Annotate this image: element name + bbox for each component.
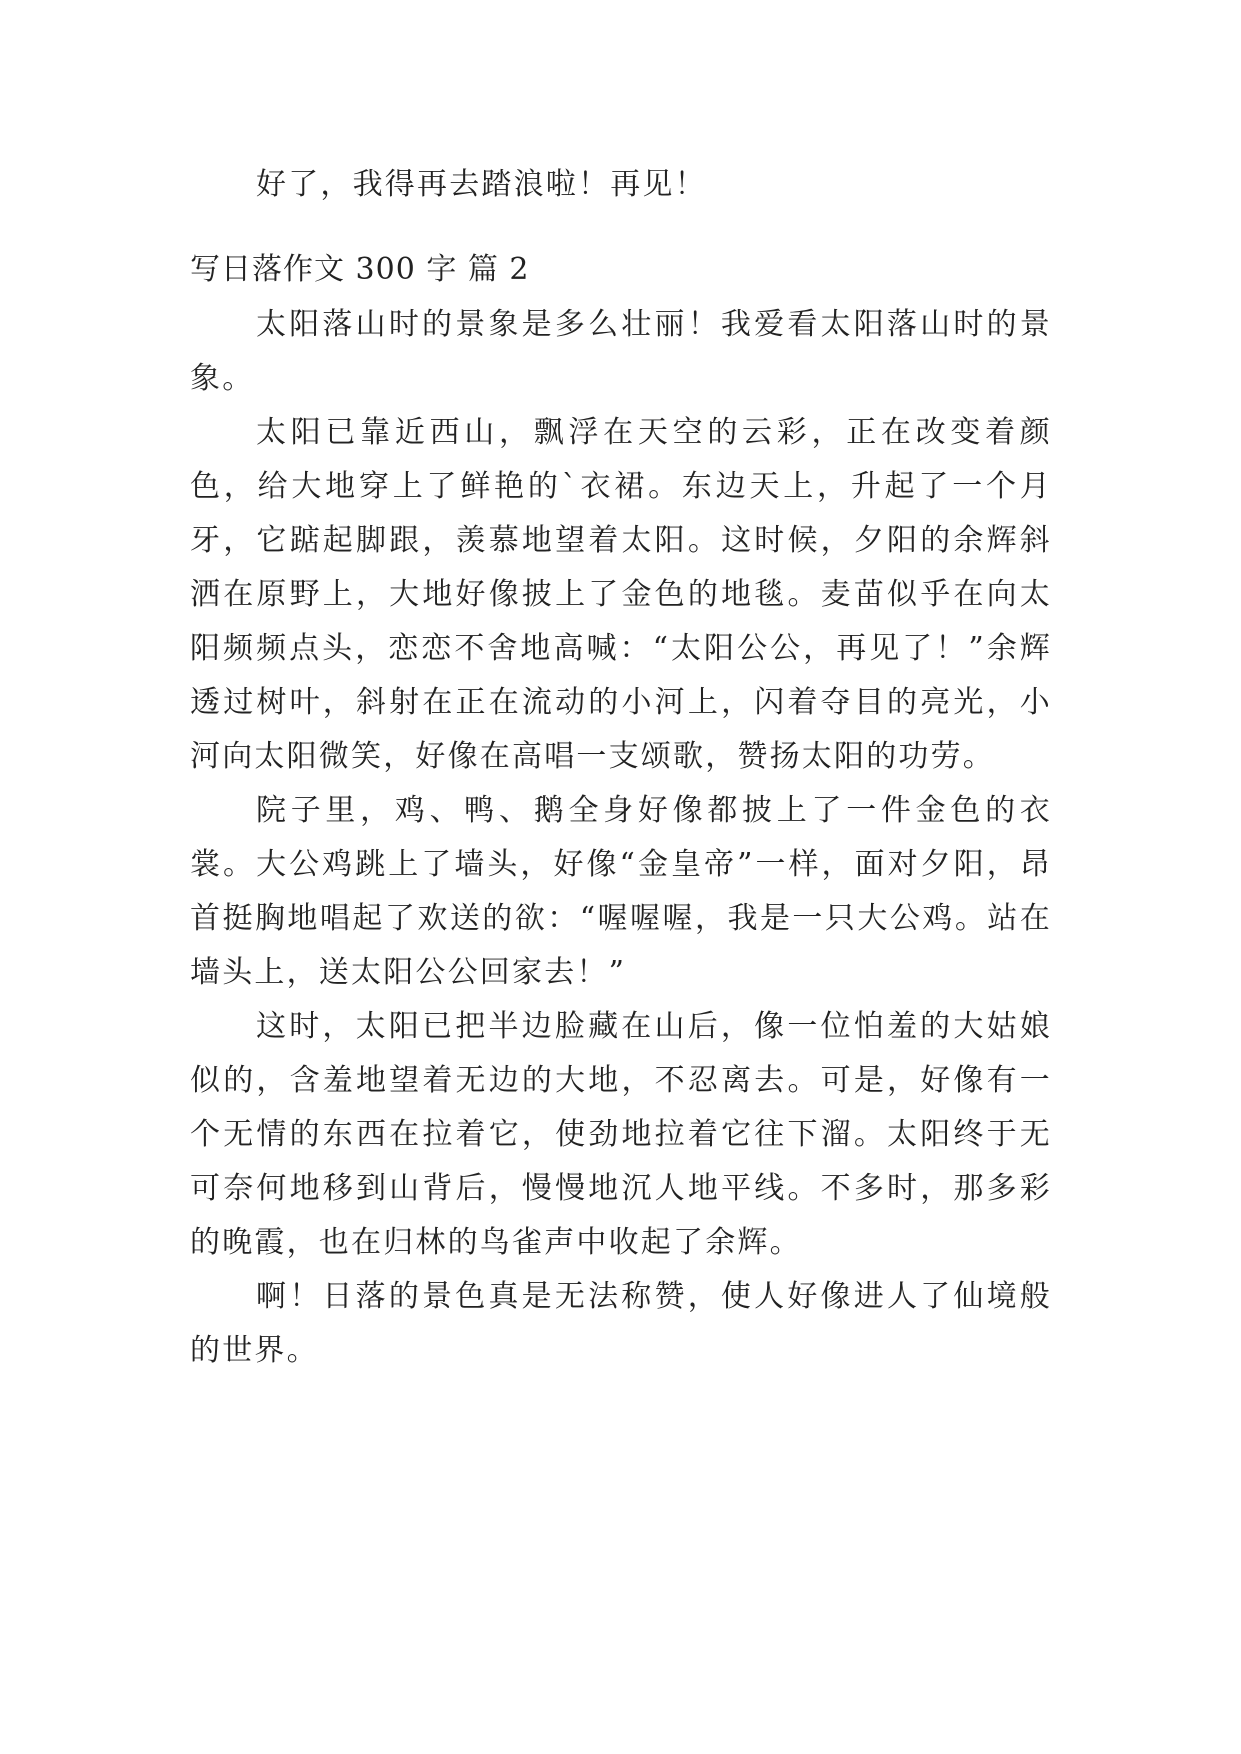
paragraph-4: 这时，太阳已把半边脸藏在山后，像一位怕羞的大姑娘似的，含羞地望着无边的大地，不忍离去。可是，好像有一个无情的东西在拉着它，使劲地拉着它往下溜。太阳终于无可奈何地移到山背后，慢慢地沉人地平线。不多时，那多彩的晚霞，也在归林的鸟雀声中收起了余辉。 <box>190 1009 1052 1260</box>
paragraph-1: 太阳落山时的景象是多么壮丽！我爱看太阳落山时的景象。 <box>190 307 1052 396</box>
section-title: 写日落作文 300 字 篇 2 <box>190 252 530 287</box>
article-body <box>190 298 1052 1378</box>
paragraph-5: 啊！日落的景色真是无法称赞，使人好像进人了仙境般的世界。 <box>190 1279 1052 1368</box>
paragraph-3: 院子里，鸡、鸭、鹅全身好像都披上了一件金色的衣裳。大公鸡跳上了墙头，好像“金皇帝”一样，面对夕阳，昂首挺胸地唱起了欢送的欲：“喔喔喔，我是一只大公鸡。站在墙头上，送太阳公公回家去！” <box>190 793 1052 990</box>
intro-line: 好了，我得再去踏浪啦！再见！ <box>256 167 707 202</box>
paragraph-2: 太阳已靠近西山，飘浮在天空的云彩，正在改变着颜色，给大地穿上了鲜艳的`衣裙。东边天上，升起了一个月牙，它踮起脚跟，羡慕地望着太阳。这时候，夕阳的余辉斜洒在原野上，大地好像披上了金色的地毯。麦苗似乎在向太阳频频点头，恋恋不舍地高喊：“太阳公公，再见了！”余辉透过树叶，斜射在正在流动的小河上，闪着夺目的亮光，小河向太阳微笑，好像在高唱一支颂歌，赞扬太阳的功劳。 <box>190 415 1052 774</box>
